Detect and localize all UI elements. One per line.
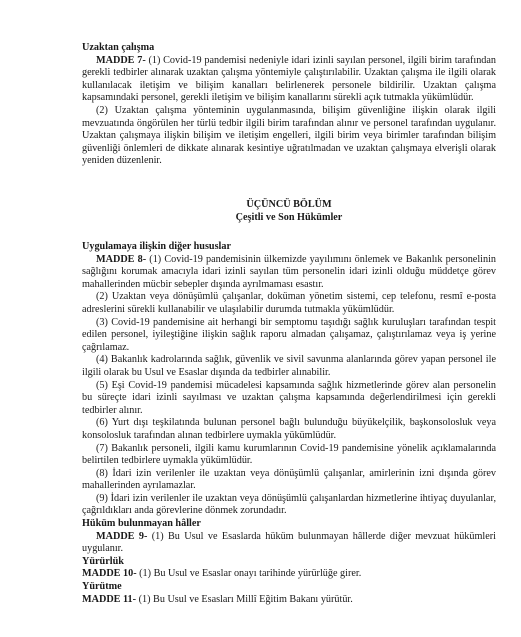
article-7-paragraph-2: (2) Uzaktan çalışma yönteminin uygulanmasında, bilişim güvenliğine ilişkin olarak ilgili mevzuatında öngörülen her türlü tedbir ilgili birim tarafından alınır ve personel tarafından uygulanır. Uzaktan çalışmaya ilişkin bilişim ve iletişim engelleri, ilgili birim veya birimler tarafından bilişim güvenliği önlemleri de dikkate alınarak kesintiye uğratılmadan ve uzaktan çalışmaya elverişli olarak yeniden düzenlenir.: [82, 104, 496, 167]
article-8-paragraph-6: (6) Yurt dışı teşkilatında bulunan personel bağlı bulunduğu büyükelçilik, başkonsolosluk veya konsolosluk tarafından alınan tedbirlere uymakla yükümlüdür.: [82, 417, 496, 441]
article-11-label: MADDE 11-: [82, 593, 137, 605]
article-9-text-1: (1) Bu Usul ve Esaslarda hüküm bulunmayan hâllerde diğer mevzuat hükümleri uygulanır.: [82, 530, 496, 555]
article-9-label: MADDE 9-: [96, 530, 148, 542]
article-8-paragraph-4: (4) Bakanlık kadrolarında sağlık, güvenlik ve sivil savunma alanlarında görev yapan personel ile ilgili olarak bu Usul ve Esaslar dışında da tedbirler alınabilir.: [82, 354, 496, 378]
article-8-paragraph-3: (3) Covid-19 pandemisine ait herhangi bir semptomu taşıdığı sağlık kuruluşları tarafından tespit edilen personel, iyileştiğine ilişkin sağlık raporu almadan çalışamaz, çalıştırılamaz veya iş yerine çağrılamaz.: [82, 316, 496, 353]
article-8-label: MADDE 8-: [96, 253, 147, 265]
article-8-paragraph-8: (8) İdari izin verilenler ile uzaktan veya dönüşümlü çalışanlar, amirlerinin izni dışında görev mahallerinden ayrılamazlar.: [82, 467, 496, 492]
heading-yururluk: Yürürlük: [82, 555, 124, 567]
heading-uygulama: Uygulamaya ilişkin diğer hususlar: [82, 241, 231, 252]
article-7-label: MADDE 7-: [96, 54, 146, 66]
article-7-text-1: (1) Covid-19 pandemisi nedeniyle idari izinli sayılan personel, ilgili birim tarafından gerekli tedbirler alınarak uzaktan çalışma yöntemiyle çalıştırılabilir. Uzaktan çalışma ile ilgili olarak kullanılacak iletişim ve bilişim kanalları belirlenerek personele bildirilir. Uzaktan çalışma kapsamındaki personel, gerekli iletişim ve bilişim kanallarını sürekli açık tutmakla yükümlüdür.: [82, 54, 496, 104]
article-9-paragraph-1: [82, 531, 496, 556]
article-8-paragraph-7: (7) Bakanlık personeli, ilgili kamu kurumlarının Covid-19 pandemisine yönelik açıklamalarında belirtilen tedbirlere uymakla yükümlüdür.: [82, 442, 496, 467]
article-8-paragraph-5: (5) Eşi Covid-19 pandemisi mücadelesi kapsamında sağlık hizmetlerinde görev alan personelin bu süreçte idari izinli sayılması ve uzaktan çalışma kapsamında değerlendirilmesi için gerekli tedbirler alınır.: [82, 379, 496, 416]
chapter-title: ÜÇÜNCÜ BÖLÜM: [246, 199, 332, 210]
chapter-subtitle: Çeşitli ve Son Hükümler: [235, 212, 343, 223]
article-8-paragraph-1: [82, 254, 496, 292]
article-8-paragraph-2: (2) Uzaktan veya dönüşümlü çalışanlar, doküman yönetim sistemi, cep telefonu, resmî e-posta adreslerini sürekli kullanabilir ve ulaşılabilir durumda tutmakla yükümlüdür.: [82, 291, 496, 315]
section-uygulama: [82, 241, 496, 606]
heading-hukum: Hüküm bulunmayan hâller: [82, 518, 201, 530]
article-8-text-1: (1) Covid-19 pandemisinin ülkemizde yayılımını önlemek ve Bakanlık personelinin sağlığını korumak amacıyla idari izinli sayılan tüm personelin idari izinli olduğu müddetçe görev mahallerinden mücbir sebepler dışında ayrılmaması esastır.: [82, 253, 497, 290]
heading-yurutme: Yürütme: [82, 581, 122, 593]
article-11-text-1: (1) Bu Usul ve Esasları Millî Eğitim Bakanı yürütür.: [136, 593, 353, 605]
article-8-paragraph-9: (9) İdari izin verilenler ile uzaktan veya dönüşümlü çalışanlardan hizmetlerine ihtiyaç duyulanlar, çağrıldıkları anda görevlerine dönmek zorundadır.: [82, 492, 496, 517]
article-7-paragraph-1: [82, 55, 496, 105]
article-10-text-1: (1) Bu Usul ve Esaslar onayı tarihinde yürürlüğe girer.: [136, 568, 362, 580]
article-11-paragraph-1: [82, 594, 496, 607]
section-uzaktan-calisma: [82, 42, 496, 168]
heading-uzaktan-calisma: Uzaktan çalışma: [82, 42, 155, 53]
article-10-paragraph-1: [82, 568, 496, 581]
article-10-label: MADDE 10-: [82, 568, 137, 580]
